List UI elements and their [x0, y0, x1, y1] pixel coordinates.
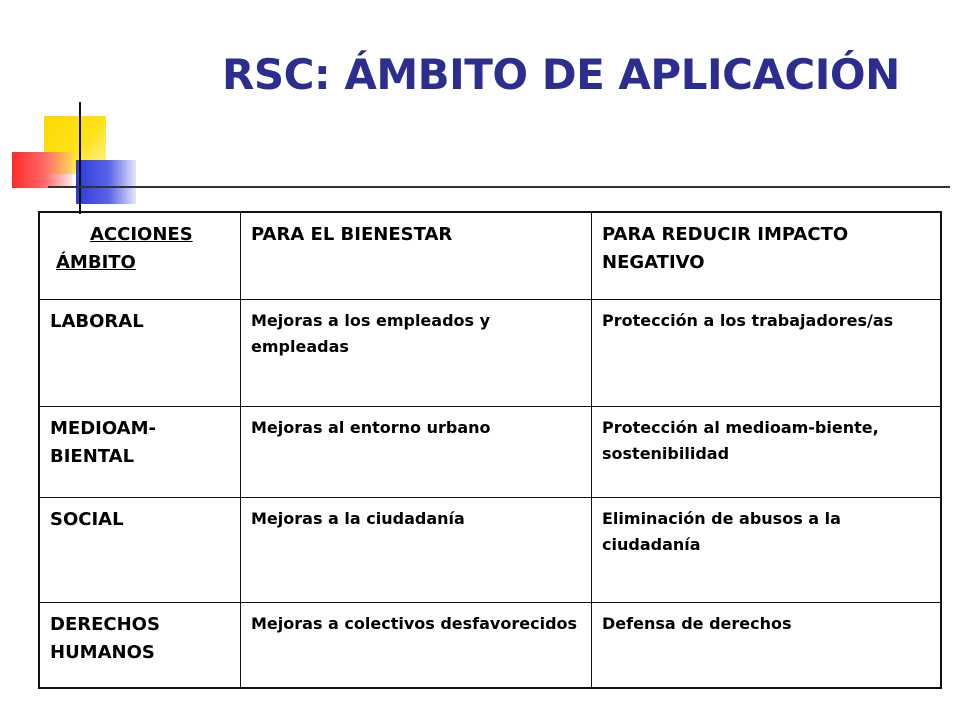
header-ambito: ÁMBITO — [56, 252, 136, 273]
reducir-cell: Protección al medioam-biente, sostenibilidad — [592, 407, 942, 498]
scope-table — [38, 211, 942, 689]
reducir-cell: Protección a los trabajadores/as — [592, 300, 942, 407]
table-row — [39, 300, 941, 407]
header-reducir: PARA REDUCIR IMPACTO NEGATIVO — [592, 212, 942, 300]
ambito-cell: LABORAL — [39, 300, 241, 407]
header-bienestar: PARA EL BIENESTAR — [241, 212, 592, 300]
slide-title: RSC: ÁMBITO DE APLICACIÓN — [222, 50, 900, 99]
ambito-cell: SOCIAL — [39, 498, 241, 603]
reducir-cell: Eliminación de abusos a la ciudadanía — [592, 498, 942, 603]
header-corner-cell — [39, 212, 241, 300]
bienestar-cell: Mejoras a los empleados y empleadas — [241, 300, 592, 407]
header-acciones: ACCIONES — [90, 224, 193, 245]
red-square — [12, 152, 72, 188]
bienestar-cell: Mejoras a la ciudadanía — [241, 498, 592, 603]
table-row — [39, 603, 941, 689]
table-header-row — [39, 212, 941, 300]
bienestar-cell: Mejoras a colectivos desfavorecidos — [241, 603, 592, 689]
title-underline-rule — [48, 186, 950, 188]
ambito-cell: MEDIOAM-BIENTAL — [39, 407, 241, 498]
blue-square — [76, 160, 136, 204]
vertical-rule — [79, 102, 81, 214]
table-row — [39, 407, 941, 498]
reducir-cell: Defensa de derechos — [592, 603, 942, 689]
bienestar-cell: Mejoras al entorno urbano — [241, 407, 592, 498]
ambito-cell: DERECHOS HUMANOS — [39, 603, 241, 689]
table-row — [39, 498, 941, 603]
